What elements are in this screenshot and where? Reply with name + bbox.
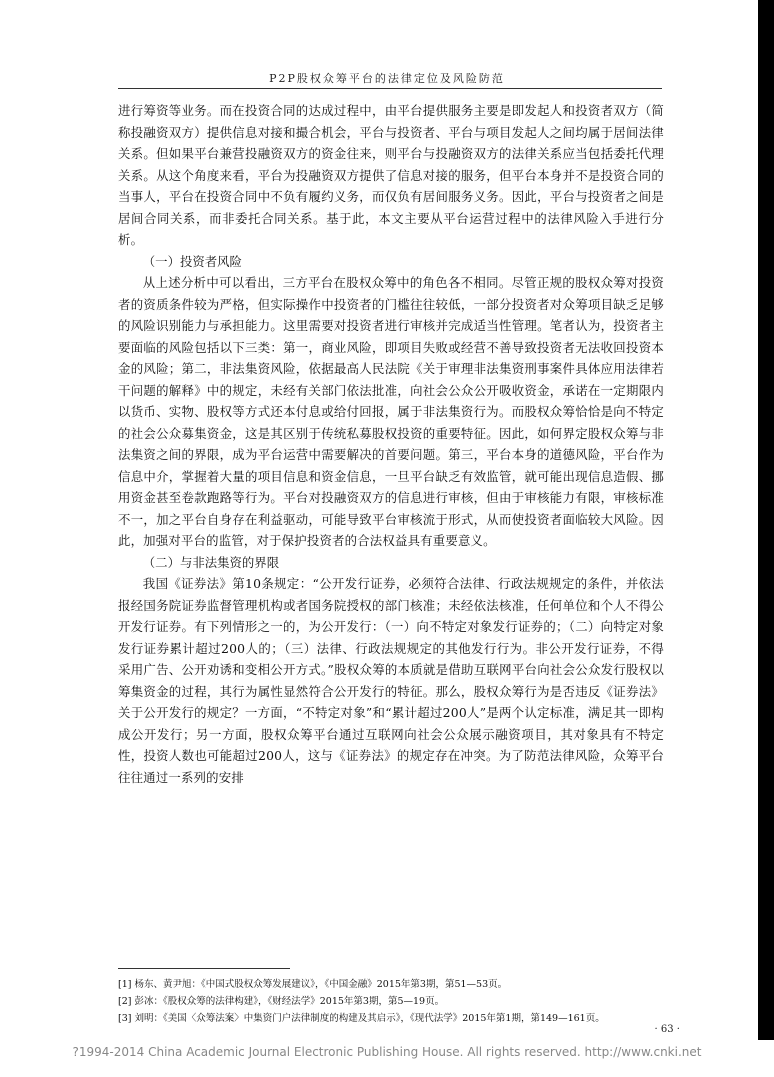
section-heading-2: （二）与非法集资的界限	[142, 554, 280, 570]
section-heading-1: （一）投资者风险	[142, 253, 242, 269]
footnote-3: [3] 刘明：《美国〈众筹法案〉中集资门户法律制度的构建及其启示》，《现代法学》2015年第1期，第149—161页。	[118, 1013, 605, 1024]
paragraph-1: 进行筹资等业务。而在投资合同的达成过程中，由平台提供服务主要是即发起人和投资者双方（简称投融资双方）提供信息对接和撮合机会，平台与投资者、平台与项目发起人之间均属于居间法律关系。但如果平台兼营投融资双方的资金往来，则平台与投融资双方的法律关系应当包括委托代理关系。从这个角度来看，平台为投融资双方提供了信息对接的服务，但平台本身并不是投资合同的当事人，平台在投资合同中不负有履约义务，而仅负有居间服务义务。因此，平台与投资者之间是居间合同关系，而非委托合同关系。基于此，本文主要从平台运营过程中的法律风险入手进行分析。	[118, 103, 664, 247]
footnotes	[118, 976, 664, 1027]
footnote-1: [1] 杨东、黄尹旭：《中国式股权众筹发展建议》，《中国金融》2015年第3期，第51—53页。	[118, 979, 508, 990]
header-rule	[118, 88, 662, 89]
page-number: · 63 ·	[654, 1024, 680, 1035]
footnote-rule	[118, 968, 290, 969]
scan-edge-bar	[758, 0, 774, 1040]
footnote-2: [2] 彭冰：《股权众筹的法律构建》，《财经法学》2015年第3期，第5—19页。	[118, 996, 445, 1007]
paragraph-3: 我国《证券法》第10条规定：“公开发行证券，必须符合法律、行政法规规定的条件，并依法报经国务院证券监督管理机构或者国务院授权的部门核准；未经依法核准，任何单位和个人不得公开发行证券。有下列情形之一的，为公开发行：（一）向不特定对象发行证券的；（二）向特定对象发行证券累计超过200人的；（三）法律、行政法规规定的其他发行行为。非公开发行证券，不得采用广告、公开劝诱和变相公开方式。”股权众筹的本质就是借助互联网平台向社会公众发行股权以筹集资金的过程，其行为属性显然符合公开发行的特征。那么，股权众筹行为是否违反《证券法》关于公开发行的规定？一方面，“不特定对象”和“累计超过200人”是两个认定标准，满足其一即构成公开发行；另一方面，股权众筹平台通过互联网向社会公众展示融资项目，其对象具有不特定性，投资人数也可能超过200人，这与《证券法》的规定存在冲突。为了防范法律风险，众筹平台往往通过一系列的安排	[118, 576, 664, 785]
body-text	[118, 100, 664, 788]
running-head: P2P股权众筹平台的法律定位及风险防范	[269, 72, 505, 85]
paragraph-2: 从上述分析中可以看出，三方平台在股权众筹中的角色各不相同。尽管正规的股权众筹对投资者的资质条件较为严格，但实际操作中投资者的门槛往往较低，一部分投资者对众筹项目缺乏足够的风险识别能力与承担能力。这里需要对投资者进行审核并完成适当性管理。笔者认为，投资者主要面临的风险包括以下三类：第一，商业风险，即项目失败或经营不善导致投资者无法收回投资本金的风险；第二，非法集资风险，依据最高人民法院《关于审理非法集资刑事案件具体应用法律若干问题的解释》中的规定，未经有关部门依法批准，向社会公众公开吸收资金，承诺在一定期限内以货币、实物、股权等方式还本付息或给付回报，属于非法集资行为。而股权众筹恰恰是向不特定的社会公众募集资金，这是其区别于传统私募股权投资的重要特征。因此，如何界定股权众筹与非法集资之间的界限，成为平台运营中需要解决的首要问题。第三，平台本身的道德风险，平台作为信息中介，掌握着大量的项目信息和资金信息，一旦平台缺乏有效监管，就可能出现信息造假、挪用资金甚至卷款跑路等行为。平台对投融资双方的信息进行审核，但由于审核能力有限，审核标准不一，加之平台自身存在利益驱动，可能导致平台审核流于形式，从而使投资者面临较大风险。因此，加强对平台的监管，对于保护投资者的合法权益具有重要意义。	[118, 275, 664, 548]
publisher-footer: ?1994-2014 China Academic Journal Electronic Publishing House. All rights reserved. http://www.cnki.net	[72, 1045, 702, 1059]
